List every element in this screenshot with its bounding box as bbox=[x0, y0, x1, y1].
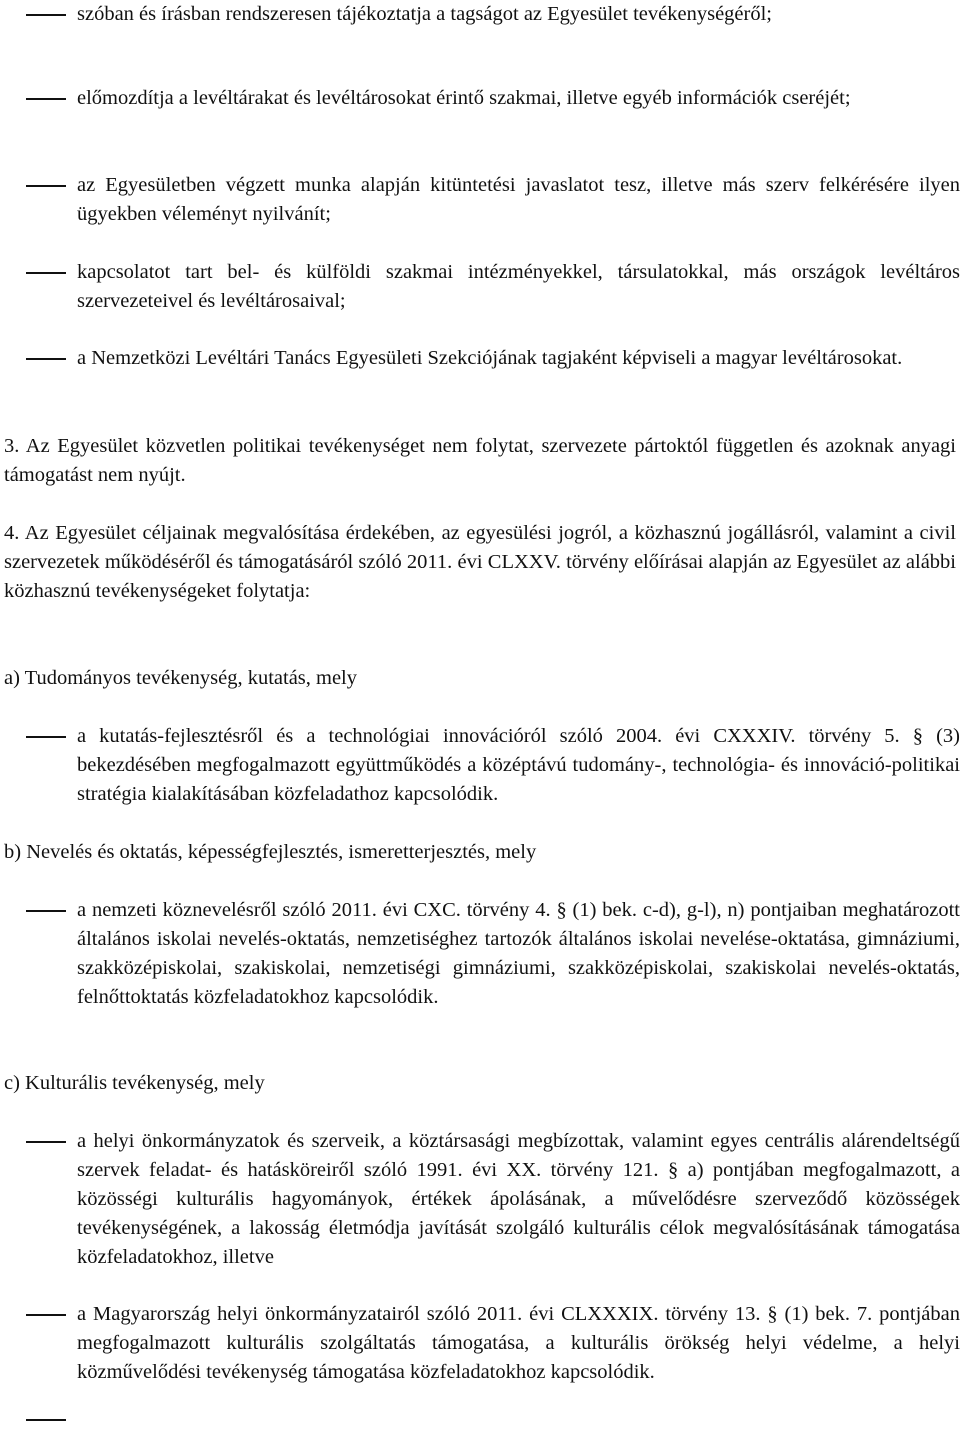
list-item bbox=[0, 1127, 960, 1272]
list-item bbox=[0, 722, 960, 809]
list-item bbox=[0, 258, 960, 316]
dash-bullet bbox=[26, 358, 66, 360]
dash-bullet bbox=[26, 98, 66, 100]
list-item bbox=[0, 896, 960, 1012]
list-item-text: a helyi önkormányzatok és szerveik, a köztársasági megbízottak, valamint egyes centrális alárendeltségű szervek feladat- és hatásköreiről szóló 1991. évi XX. törvény 121. § a) pontjában megfogalmazott, a közösségi kulturális hagyományok, értékek ápolásának, a művelődésre szerveződő közösségek tevékenységének, a lakosság életmódja javítását szolgáló kulturális célok megvalósításának támogatása közfeladatokhoz, illetve bbox=[77, 1130, 960, 1268]
list-item bbox=[0, 171, 960, 229]
list-item-text: szóban és írásban rendszeresen tájékoztatja a tagságot az Egyesület tevékenységéről; bbox=[77, 3, 772, 25]
paragraph-4: 4. Az Egyesület céljainak megvalósítása érdekében, az egyesülési jogról, a közhasznú jogállásról, valamint a civil szervezetek működéséről és támogatásáról szóló 2011. évi CLXXV. törvény előírásai alapján az Egyesület az alábbi közhasznú tevékenységeket folytatja: bbox=[4, 522, 956, 602]
dash-bullet bbox=[26, 185, 66, 187]
dash-bullet bbox=[26, 1419, 66, 1421]
paragraph-3: 3. Az Egyesület közvetlen politikai tevékenységet nem folytat, szervezete pártoktól független és azoknak anyagi támogatást nem nyújt. bbox=[4, 435, 956, 486]
list-item-text: a Magyarország helyi önkormányzatairól szóló 2011. évi CLXXXIX. törvény 13. § (1) bek. 7. pontjában megfogalmazott kulturális szolgáltatás támogatása, a kulturális örökség helyi védelme, a helyi közművelődési tevékenység támogatása közfeladatokhoz kapcsolódik. bbox=[77, 1303, 960, 1383]
list-item-text: az Egyesületben végzett munka alapján kitüntetési javaslatot tesz, illetve más szerv felkérésére ilyen ügyekben véleményt nyilvánít; bbox=[77, 174, 960, 225]
dash-bullet bbox=[26, 1141, 66, 1143]
list-item-text: előmozdítja a levéltárakat és levéltárosokat érintő szakmai, illetve egyéb információk cseréjét; bbox=[77, 87, 851, 109]
list-item bbox=[0, 1300, 960, 1387]
dash-bullet bbox=[26, 1314, 66, 1316]
dash-bullet bbox=[26, 910, 66, 912]
list-item bbox=[0, 344, 960, 373]
list-item-empty bbox=[0, 1416, 960, 1436]
list-item-text: a kutatás-fejlesztésről és a technológiai innovációról szóló 2004. évi CXXXIV. törvény 5. § (3) bekezdésében megfogalmazott együttműködés a középtávú tudomány-, technológia- és innováció-politikai stratégia kialakításában közfeladathoz kapcsolódik. bbox=[77, 725, 960, 805]
list-item bbox=[0, 84, 960, 113]
section-b-heading: b) Nevelés és oktatás, képességfejlesztés, ismeretterjesztés, mely bbox=[4, 841, 537, 863]
list-item bbox=[0, 0, 960, 29]
dash-bullet bbox=[26, 272, 66, 274]
list-item-text: a Nemzetközi Levéltári Tanács Egyesületi Szekciójának tagjaként képviseli a magyar levéltárosokat. bbox=[77, 347, 903, 369]
section-a-heading: a) Tudományos tevékenység, kutatás, mely bbox=[4, 667, 358, 689]
list-item-text: kapcsolatot tart bel- és külföldi szakmai intézményekkel, társulatokkal, más országok levéltáros szervezeteivel és levéltárosaival; bbox=[77, 261, 960, 312]
list-item-text: a nemzeti köznevelésről szóló 2011. évi CXC. törvény 4. § (1) bek. c-d), g-l), n) pontjaiban meghatározott általános iskolai nevelés-oktatás, nemzetiséghez tartozók általános iskolai nevelése-oktatása, gimnáziumi, szakközépiskolai, szakiskolai, nemzetiségi gimnáziumi, szakközépiskolai, szakiskolai nevelés-oktatás, felnőttoktatás közfeladatokhoz kapcsolódik. bbox=[77, 899, 960, 1008]
section-c-heading: c) Kulturális tevékenység, mely bbox=[4, 1072, 265, 1094]
dash-bullet bbox=[26, 14, 66, 16]
dash-bullet bbox=[26, 736, 66, 738]
